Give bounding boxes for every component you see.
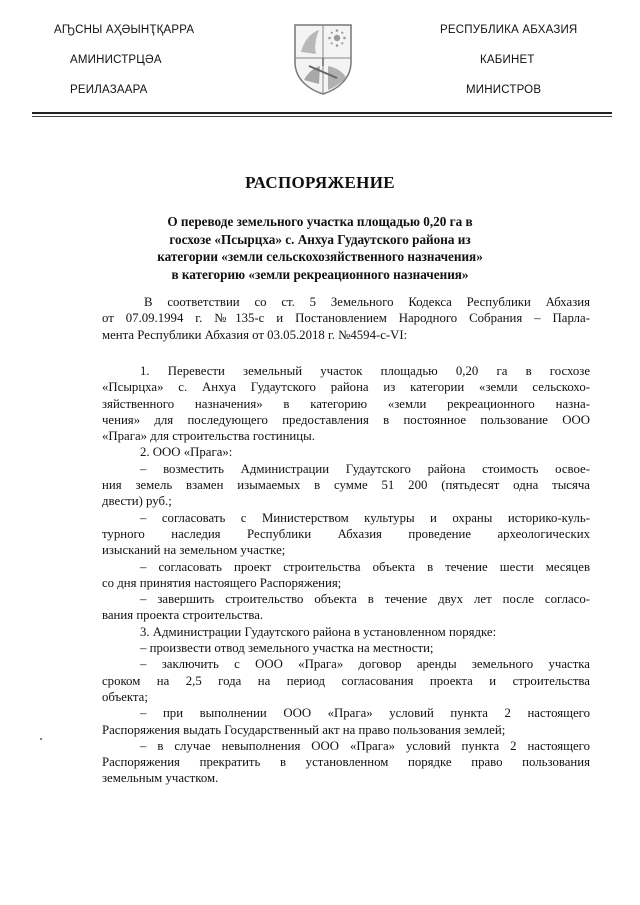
- operative-clauses: [102, 363, 590, 787]
- clause-2-line: – согласовать с Министерством культуры и охраны историко-куль-: [140, 510, 590, 525]
- clause-3-line: Распоряжения прекратить в установленном порядке право пользования: [102, 755, 590, 770]
- body-line: от 07.09.1994 г. №135-с и Постановлением Народного Собрания – Парла-: [102, 311, 590, 326]
- clause-1-line: чения» для последующего предоставления в постоянное пользование ООО: [102, 412, 590, 427]
- clause-2-line: турного наследия Республики Абхазия проведение археологических: [102, 526, 590, 541]
- clause-2-line: вания проекта строительства.: [102, 608, 264, 623]
- subject-line: в категорию «земли рекреационного назначения»: [171, 266, 469, 282]
- document-subject: [150, 213, 490, 283]
- body-line: В соответствии со ст. 5 Земельного Кодекса Республики Абхазия: [144, 295, 590, 309]
- clause-2-line: – завершить строительство объекта в течение двух лет после согласо-: [140, 592, 590, 607]
- body-line: мента Республики Абхазия от 03.05.2018 г. №4594-с-VI:: [102, 327, 408, 342]
- header-rule-thick: [32, 112, 612, 114]
- clause-3-line: земельным участком.: [102, 771, 219, 786]
- clause-3-line: – заключить с ООО «Прага» договор аренды земельного участка: [140, 657, 590, 672]
- clause-1-line: «Псырцха» с. Анхуа Гудаутского района из категории «земли сельскохо-: [102, 380, 590, 395]
- header-right-line-1: РЕСПУБЛИКА АБХАЗИЯ: [440, 24, 578, 36]
- header-left-line-3: РЕИЛАЗААРА: [70, 84, 148, 96]
- subject-line: госхозе «Псырцха» с. Анхуа Гудаутского района из: [169, 231, 471, 247]
- clause-3-line: объекта;: [102, 689, 148, 704]
- clause-3-line: сроком на 2,5 года на период согласования проекта и строительства: [102, 673, 590, 688]
- clause-3-heading: 3. Администрации Гудаутского района в установленном порядке:: [140, 624, 497, 639]
- header-left-line-1: АҦСНЫ АҲӘЫНҬҚАРРА: [54, 24, 195, 36]
- document-title: РАСПОРЯЖЕНИЕ: [245, 173, 395, 192]
- header-right-line-2: КАБИНЕТ: [480, 54, 535, 66]
- subject-line: категории «земли сельскохозяйственного назначения»: [157, 249, 483, 264]
- clause-2-line: ния земель взамен изымаемых в сумме 51 200 (пятьдесят одна тысяча: [102, 478, 590, 493]
- clause-2-line: со дня принятия настоящего Распоряжения;: [102, 575, 342, 590]
- clause-1-line: «Прага» для строительства гостиницы.: [102, 429, 315, 444]
- state-emblem-icon: [292, 22, 354, 96]
- clause-3-line: – в случае невыполнения ООО «Прага» условий пункта 2 настоящего: [140, 738, 590, 753]
- clause-2-line: – согласовать проект строительства объекта в течение шести месяцев: [140, 559, 590, 574]
- clause-2-line: изысканий на земельном участке;: [102, 543, 286, 558]
- clause-3-line: – при выполнении ООО «Прага» условий пункта 2 настоящего: [140, 706, 590, 721]
- clause-3-line: – произвести отвод земельного участка на местности;: [140, 641, 434, 656]
- subject-line: О переводе земельного участка площадью 0,20 га в: [167, 214, 473, 229]
- preamble-paragraph: [102, 294, 590, 343]
- clause-2-line: двести) руб.;: [102, 494, 172, 509]
- header-rule-thin: [32, 116, 612, 117]
- clause-3-line: Распоряжения выдать Государственный акт на право пользования землей;: [102, 722, 506, 737]
- clause-1-line: 1. Перевести земельный участок площадью 0,20 га в госхозе: [140, 364, 590, 378]
- clause-2-heading: 2. ООО «Прага»:: [140, 445, 233, 460]
- clause-2-line: – возместить Администрации Гудаутского района стоимость освое-: [140, 461, 590, 476]
- clause-1-line: зяйственного назначения» в категорию «земли рекреационного назна-: [102, 396, 590, 411]
- scan-speck: [40, 738, 42, 740]
- header-left-line-2: АМИНИСТРЦӘА: [70, 54, 162, 66]
- header-right-line-3: МИНИСТРОВ: [466, 84, 542, 96]
